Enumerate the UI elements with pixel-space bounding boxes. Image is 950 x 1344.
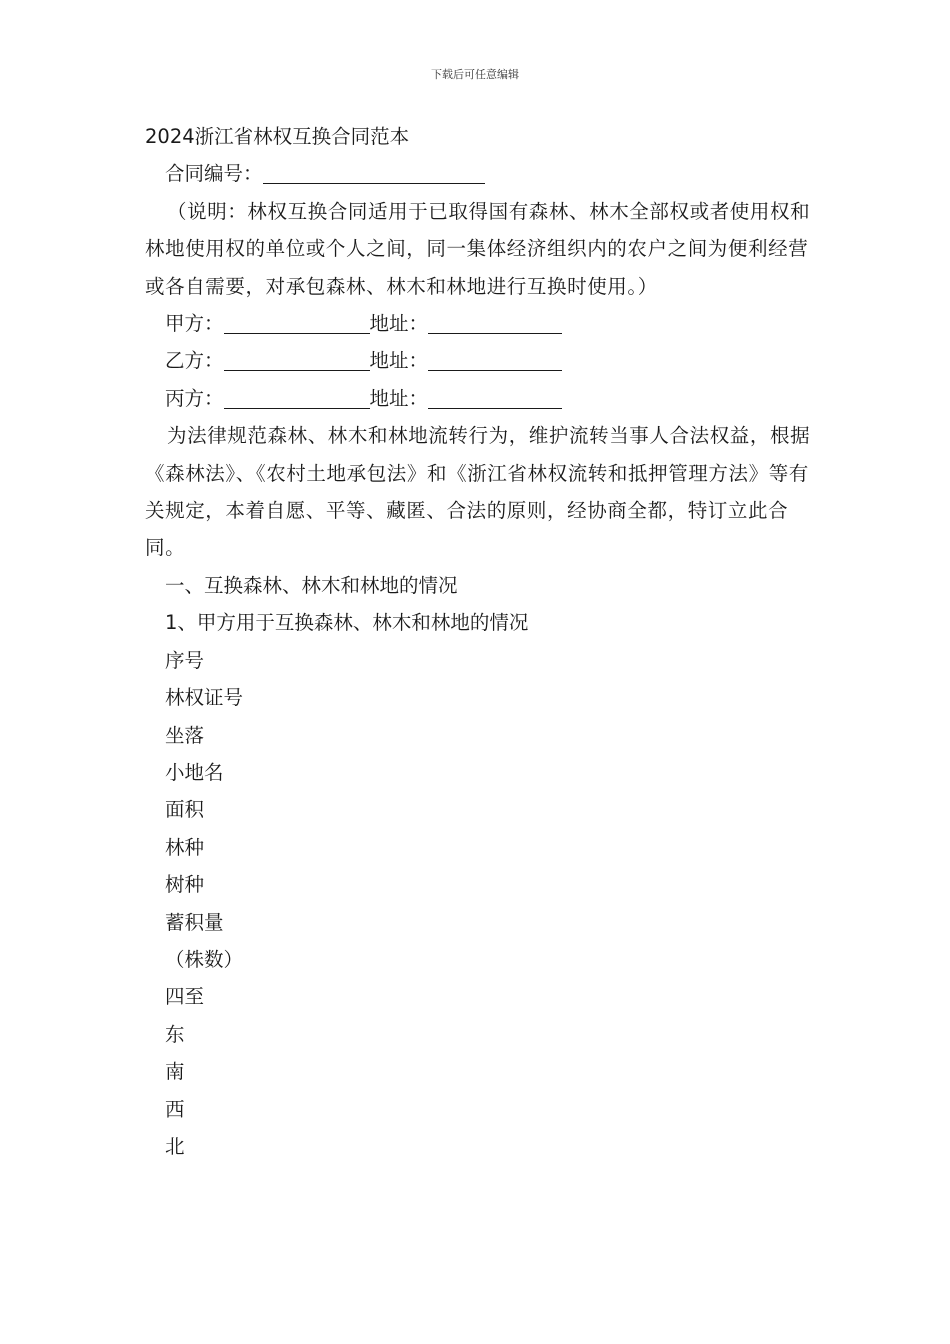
- party-c-address-blank[interactable]: [428, 386, 562, 409]
- table-header-cell: 蓄积量: [165, 910, 224, 934]
- table-header-cell: 北: [165, 1134, 185, 1158]
- subsection-heading: 1、甲方用于互换森林、林木和林地的情况: [165, 611, 529, 635]
- page-header: 下载后可任意编辑: [431, 68, 519, 81]
- party-c-address-label: 地址：: [369, 386, 429, 410]
- table-header-cell: 四至: [165, 985, 205, 1009]
- party-a-row: [145, 305, 817, 342]
- party-c-name-blank[interactable]: [224, 386, 370, 409]
- party-b-address-blank[interactable]: [428, 348, 562, 371]
- table-header-cell: 东: [165, 1022, 185, 1046]
- table-header-cell: 林权证号: [165, 686, 244, 710]
- table-header-cell: 坐落: [165, 723, 205, 747]
- party-c-row: [145, 380, 817, 417]
- table-header-cell: （株数）: [165, 947, 244, 971]
- section-heading: 一、互换森林、林木和林地的情况: [165, 573, 458, 597]
- table-header-cell: 树种: [165, 873, 205, 897]
- table-header-cell: 序号: [165, 648, 205, 672]
- party-b-name-blank[interactable]: [224, 348, 370, 371]
- party-a-name-blank[interactable]: [224, 311, 370, 334]
- contract-document: [145, 118, 817, 1165]
- table-header-cell: 面积: [165, 798, 205, 822]
- table-header-cell: 林种: [165, 835, 205, 859]
- party-a-label: 甲方：: [165, 312, 224, 336]
- table-header-cell: 南: [165, 1060, 185, 1084]
- party-c-label: 丙方：: [165, 386, 224, 410]
- table-header-cell: 小地名: [165, 760, 224, 784]
- usage-note: （说明：林权互换合同适用于已取得国有森林、林木全部权或者使用权和林地使用权的单位或个人之间，同一集体经济组织内的农户之间为便利经营或各自需要，对承包森林、林木和林地进行互换时使用。）: [145, 199, 811, 298]
- intro-paragraph: 为法律规范森林、林木和林地流转行为，维护流转当事人合法权益，根据《森林法》、《农村土地承包法》和《浙江省林权流转和抵押管理方法》等有关规定，本着自愿、平等、藏匿、合法的原则，经协商全都，特订立此合同。: [145, 424, 811, 560]
- document-title: 2024浙江省林权互换合同范本: [145, 125, 410, 148]
- party-b-row: [145, 342, 817, 379]
- party-a-address-blank[interactable]: [428, 311, 562, 334]
- contract-number-blank[interactable]: [263, 161, 485, 184]
- contract-number-row: [145, 155, 817, 192]
- party-a-address-label: 地址：: [369, 312, 429, 336]
- table-header-cell: 西: [165, 1097, 185, 1121]
- contract-number-label: 合同编号：: [165, 162, 263, 186]
- party-b-label: 乙方：: [165, 349, 224, 373]
- party-b-address-label: 地址：: [369, 349, 429, 373]
